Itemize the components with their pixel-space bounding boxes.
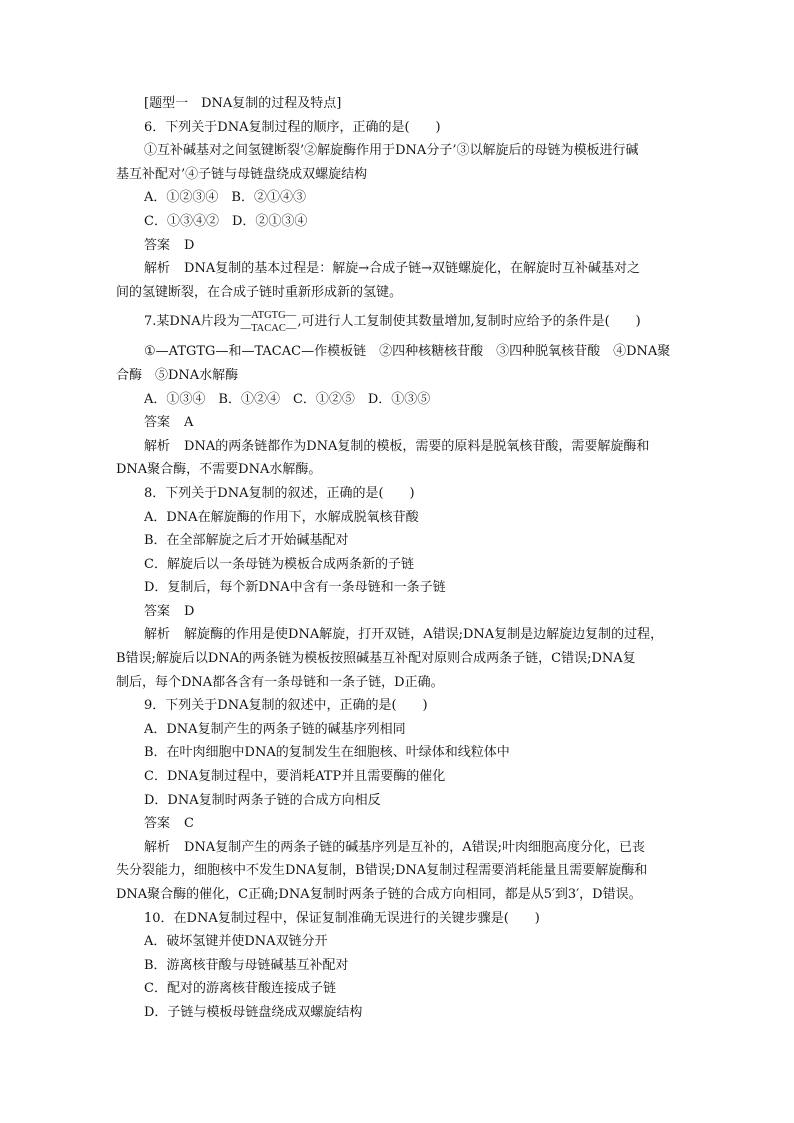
q10-stem: 10．在DNA复制过程中，保证复制准确无误进行的关键步骤是( ): [144, 910, 540, 926]
q7-stem-post: ,可进行人工复制使其数量增加,复制时应给予的条件是( ): [297, 314, 641, 330]
q7-stem-pre: 7.某DNA片段为: [144, 314, 240, 330]
q8-option-a: A．DNA在解旋酶的作用下，水解成脱氧核苷酸: [144, 509, 419, 525]
answer-value: C: [184, 816, 194, 832]
q8-answer: [116, 600, 684, 624]
analysis-label: 解析: [144, 261, 171, 277]
answer-label: 答案: [144, 415, 171, 431]
q7-items-line-2: 合酶 ⑤DNA水解酶: [116, 367, 239, 383]
q8-analysis-line-2: B错误;解旋后以DNA的两条链为模板按照碱基互补配对原则合成两条子链，C错误;DNA复: [116, 651, 636, 667]
analysis-text: DNA复制产生的两条子链的碱基序列是互补的，A错误;叶肉细胞高度分化，已丧: [184, 839, 645, 855]
document-page: [116, 92, 684, 1025]
q6-analysis-line-2: 间的氢键断裂，在合成子链时重新形成新的氢键。: [116, 284, 403, 300]
q9-option-a: A．DNA复制产生的两条子链的碱基序列相同: [144, 721, 406, 737]
q10-option-d: D．子链与模板母链盘绕成双螺旋结构: [144, 1004, 363, 1020]
answer-value: D: [184, 603, 195, 619]
answer-label: 答案: [144, 603, 171, 619]
q6-items-line-1: ①互补碱基对之间氢键断裂’②解旋酶作用于DNA分子’③以解旋后的母链为模板进行碱: [144, 143, 639, 159]
analysis-label: 解析: [144, 627, 171, 643]
q8-stem: 8．下列关于DNA复制的叙述，正确的是( ): [144, 485, 415, 501]
q9-stem: 9．下列关于DNA复制的叙述中，正确的是( ): [144, 698, 428, 714]
q9-analysis-line-2: 失分裂能力，细胞核中不发生DNA复制，B错误;DNA复制过程需要消耗能量且需要解旋酶和: [116, 863, 648, 879]
q9-analysis-line-3: DNA聚合酶的催化，C正确;DNA复制时两条子链的合成方向相同，都是从5′到3′，D错误。: [116, 887, 642, 902]
q6-options-line-2: C．①③④② D．②①③④: [144, 213, 308, 229]
q8-analysis-line-3: 制后，每个DNA都各含有一条母链和一条子链，D正确。: [116, 674, 444, 690]
analysis-text: 解旋酶的作用是使DNA解旋，打开双链，A错误;DNA复制是边解旋边复制的过程，: [184, 627, 664, 643]
q9-option-d: D．DNA复制时两条子链的合成方向相反: [144, 792, 381, 808]
q8-analysis-line-1: [116, 623, 684, 647]
q10-option-a: A．破坏氢键并使DNA双链分开: [144, 934, 328, 950]
dna-strand-top: —ATGTG—: [240, 309, 297, 321]
q10-option-b: B．游离核苷酸与母链碱基互补配对: [144, 957, 349, 973]
answer-value: D: [184, 237, 195, 253]
analysis-text: DNA复制的基本过程是：解旋→合成子链→双链螺旋化，在解旋时互补碱基对之: [184, 261, 640, 277]
q8-option-d: D．复制后，每个新DNA中含有一条母链和一条子链: [144, 580, 446, 596]
q6-answer: [116, 234, 684, 258]
q7-analysis-line-2: DNA聚合酶，不需要DNA水解酶。: [116, 462, 322, 478]
q9-option-b: B．在叶肉细胞中DNA的复制发生在细胞核、叶绿体和线粒体中: [144, 745, 510, 761]
q9-option-c: C．DNA复制过程中，要消耗ATP并且需要酶的催化: [144, 769, 446, 785]
q6-items-line-2: 基互补配对’④子链与母链盘绕成双螺旋结构: [116, 166, 368, 182]
analysis-text: DNA的两条链都作为DNA复制的模板，需要的原料是脱氧核苷酸，需要解旋酶和: [184, 438, 650, 454]
dna-strand-bottom: —TACAC—: [240, 322, 297, 334]
q6-options-line-1: A．①②③④ B．②①④③: [144, 190, 306, 206]
q7-answer: [116, 411, 684, 435]
answer-value: A: [184, 415, 194, 431]
q7-items-line-1: ①—ATGTG—和—TACAC—作模板链 ②四种核糖核苷酸 ③四种脱氧核苷酸 ④DNA聚: [144, 344, 671, 360]
q7-analysis-line-1: [116, 435, 684, 459]
section-title: [题型一 DNA复制的过程及特点]: [144, 96, 342, 111]
q8-option-b: B．在全部解旋之后才开始碱基配对: [144, 533, 349, 549]
analysis-label: 解析: [144, 438, 171, 454]
q7-options: A．①③④ B．①②④ C．①②⑤ D．①③⑤: [144, 391, 431, 407]
q6-stem: 6．下列关于DNA复制过程的顺序，正确的是( ): [144, 119, 441, 135]
q9-analysis-line-1: [116, 836, 684, 860]
answer-label: 答案: [144, 237, 171, 253]
q7-stem: [116, 304, 684, 340]
analysis-label: 解析: [144, 839, 171, 855]
dna-fragment: [241, 309, 297, 335]
q6-analysis-line-1: [116, 257, 684, 281]
q10-option-c: C．配对的游离核苷酸连接成子链: [144, 981, 336, 997]
q8-option-c: C．解旋后以一条母链为模板合成两条新的子链: [144, 556, 414, 572]
answer-label: 答案: [144, 816, 171, 832]
q9-answer: [116, 812, 684, 836]
